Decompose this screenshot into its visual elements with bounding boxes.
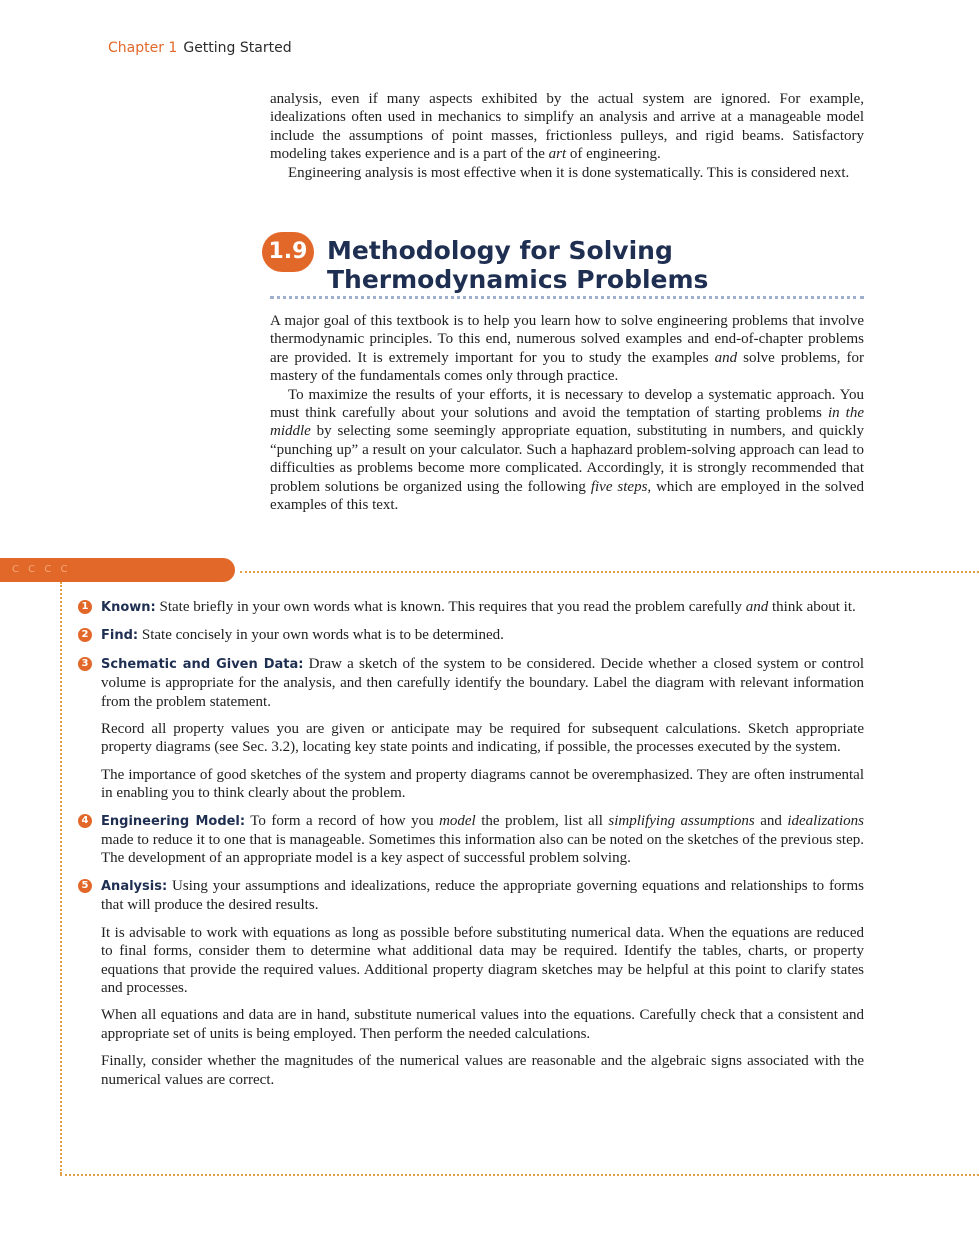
body-paragraph-1 bbox=[270, 312, 864, 386]
box-top-dotted-rule bbox=[240, 571, 979, 573]
section-title-line-1: Methodology for Solving bbox=[327, 236, 673, 265]
chapter-number: Chapter 1 bbox=[108, 40, 178, 56]
step-analysis-paragraph-3: When all equations and data are in hand, substitute numerical values into the equations. Carefully check that a consistent and appropriate set of units is being employed. Then perform the needed calculations. bbox=[101, 1007, 864, 1042]
step-text: think about it. bbox=[768, 599, 856, 615]
step-known-text bbox=[101, 598, 864, 617]
step-model-text bbox=[101, 812, 864, 868]
intro-p1-end: of engineering. bbox=[566, 146, 661, 163]
body-p1b: solve problems, for mastery of the fundamentals comes only through practice. bbox=[270, 349, 864, 385]
section-title-line-2: Thermodynamics Problems bbox=[327, 265, 709, 294]
step-number-3: 3 bbox=[78, 657, 92, 671]
step-find-text bbox=[101, 626, 864, 645]
step-analysis bbox=[78, 877, 864, 1089]
step-schematic-text bbox=[101, 655, 864, 711]
step-find bbox=[78, 626, 864, 645]
section-dotted-rule bbox=[270, 296, 864, 299]
step-text: made to reduce it to one that is manageable. Sometimes this information also can be noted on the sketches of the previous step. The development of an appropriate model is a key aspect of successful problem solving. bbox=[101, 832, 864, 867]
body-p2b: by selecting some seemingly appropriate equation, substituting in numbers, and quickly “punching up” a result on your calculator. Such a haphazard problem-solving approach can lead to difficulties as problems become more complicated. Accordingly, it is strongly recommended that problem solutions be organized using the following bbox=[270, 423, 864, 495]
step-analysis-paragraph-4: Finally, consider whether the magnitudes of the numerical values are reasonable and the algebraic signs associated with the numerical values are correct. bbox=[101, 1053, 864, 1088]
step-number-5: 5 bbox=[78, 879, 92, 893]
step-text: the problem, list all bbox=[475, 812, 609, 829]
body-p2a: To maximize the results of your efforts, it is necessary to develop a systematic approach. You must think carefully about your solutions and avoid the temptation of starting problems bbox=[270, 386, 864, 422]
step-number-2: 2 bbox=[78, 628, 92, 642]
step-schematic bbox=[78, 655, 864, 803]
step-emphasis: simplifying assumptions bbox=[608, 812, 755, 829]
step-label: Find: bbox=[101, 628, 139, 644]
body-p1a: A major goal of this textbook is to help you learn how to solve engineering problems that involve thermodynamic principles. To this end, numerous solved examples and end-of-chapter problems are provided. It is extremely important for you to study the examples bbox=[270, 313, 864, 366]
body-p1-emphasis: and bbox=[714, 349, 738, 366]
step-text: and bbox=[754, 812, 788, 829]
box-bottom-dotted-rule bbox=[60, 1174, 979, 1176]
step-schematic-paragraph-3: The importance of good sketches of the system and property diagrams cannot be overemphasized. They are often instrumental in enabling you to think clearly about the problem. bbox=[101, 766, 864, 802]
chapter-title: Getting Started bbox=[183, 40, 292, 56]
step-label: Known: bbox=[101, 600, 156, 615]
step-known bbox=[78, 598, 864, 617]
step-text: Draw a sketch of the system to be considered. Decide whether a closed system or control volume is appropriate for the analysis, and then carefully identify the boundary. Label the diagram with relevant information from the problem statement. bbox=[101, 655, 864, 710]
step-text: State briefly in your own words what is known. This requires that you read the problem carefully bbox=[155, 599, 746, 615]
tab-dots: C C C C bbox=[12, 564, 71, 575]
intro-paragraph-1 bbox=[270, 90, 864, 164]
box-header-tab bbox=[0, 558, 235, 582]
step-analysis-paragraph-2: It is advisable to work with equations as long as possible before substituting numerical data. When the equations are reduced to final forms, consider them to determine what additional data may be required. Identify the tables, charts, or property equations that provide the required values. Additional property diagram sketches may be helpful at this point to clarify states and processes. bbox=[101, 924, 864, 996]
step-number-4: 4 bbox=[78, 814, 92, 828]
step-emphasis: model bbox=[439, 812, 476, 829]
intro-paragraph-2: Engineering analysis is most effective when it is done systematically. This is considered next. bbox=[288, 164, 850, 181]
section-body bbox=[270, 312, 864, 514]
intro-p1-text: analysis, even if many aspects exhibited by the actual system are ignored. For example, idealizations often used in mechanics to simplify an analysis and arrive at a manageable model include the assumptions of point masses, frictionless pulleys, and rigid beams. Satisfactory modeling takes experience and is a part of the bbox=[270, 91, 864, 163]
step-text: Using your assumptions and idealizations, reduce the appropriate governing equations and relationships to forms that will produce the desired results. bbox=[101, 877, 864, 914]
step-label: Engineering Model: bbox=[101, 813, 246, 829]
step-label: Schematic and Given Data: bbox=[101, 656, 304, 672]
step-engineering-model bbox=[78, 812, 864, 868]
body-p2c: , which are employed in the solved examples of this text. bbox=[270, 478, 864, 514]
step-text: To form a record of how you bbox=[245, 812, 440, 829]
running-head bbox=[108, 40, 292, 56]
section-heading bbox=[262, 232, 864, 304]
intro-p1-emphasis: art bbox=[548, 146, 567, 163]
body-p2-emphasis-2: five steps bbox=[590, 478, 648, 495]
section-number-badge: 1.9 bbox=[262, 232, 314, 272]
body-paragraph-2 bbox=[270, 386, 864, 515]
body-p2-emphasis-1: in the middle bbox=[270, 405, 864, 440]
step-number-1: 1 bbox=[78, 600, 92, 614]
step-analysis-text bbox=[101, 877, 864, 915]
step-text: State concisely in your own words what is to be determined. bbox=[138, 627, 504, 644]
section-title bbox=[327, 236, 827, 294]
step-emphasis: and bbox=[745, 599, 769, 615]
intro-text bbox=[270, 90, 864, 182]
step-schematic-paragraph-2: Record all property values you are given or anticipate may be required for subsequent calculations. Sketch appropriate property diagrams (see Sec. 3.2), locating key state points and indicating, if possible, the processes executed by the system. bbox=[101, 721, 864, 756]
step-emphasis: idealizations bbox=[787, 812, 864, 829]
step-label: Analysis: bbox=[101, 878, 168, 894]
steps-list bbox=[78, 598, 864, 1098]
box-left-dotted-rule bbox=[60, 582, 62, 1174]
